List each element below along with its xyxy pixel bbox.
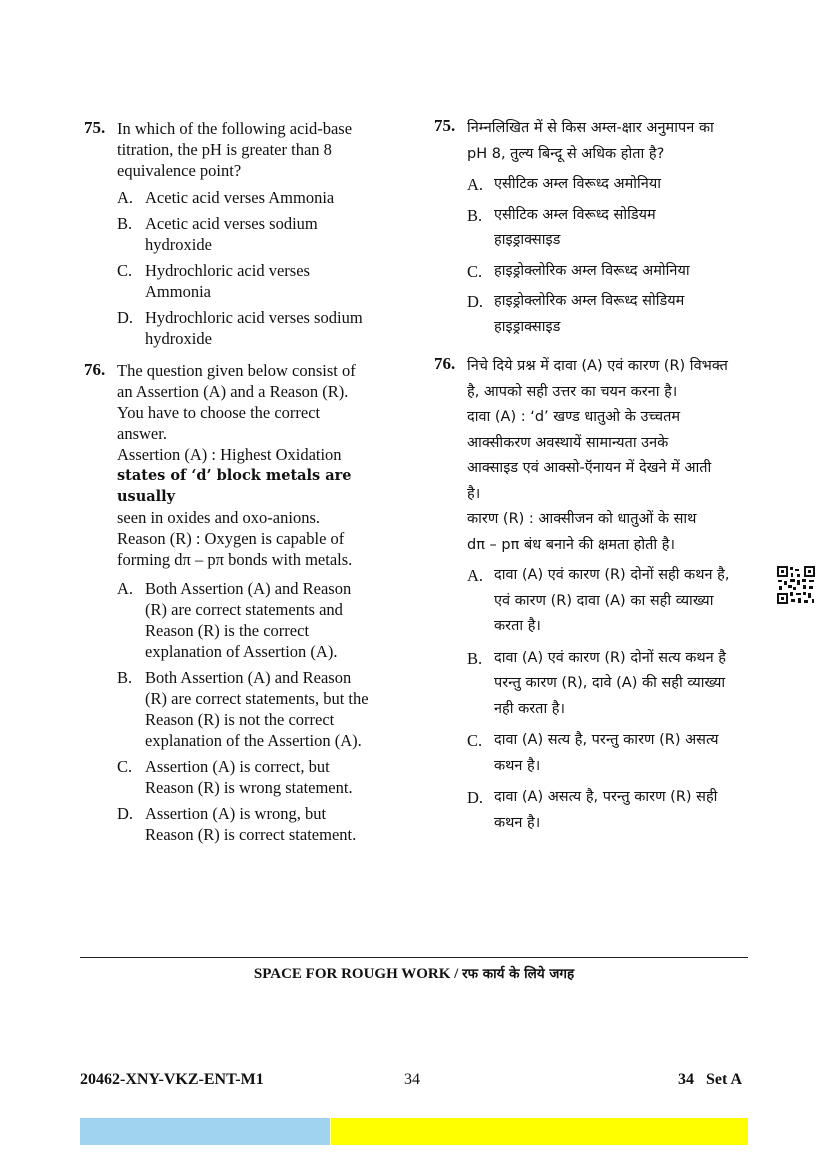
question-text xyxy=(117,360,404,570)
option-line: Both Assertion (A) and Reason xyxy=(145,668,352,687)
option-line: Assertion (A) is correct, but xyxy=(145,757,330,776)
text-line: Assertion (A) : Highest Oxidation xyxy=(117,445,342,464)
option-line: (R) are correct statements, but the xyxy=(145,689,369,708)
option-letter: D. xyxy=(467,788,484,807)
question-text xyxy=(467,354,764,558)
option-line: Acetic acid verses Ammonia xyxy=(145,188,335,207)
option-letter: C. xyxy=(467,731,483,750)
option-letter: A. xyxy=(117,579,134,598)
option-line: कथन है। xyxy=(494,814,541,831)
question-number: 76. xyxy=(84,360,106,379)
rough-work-english: SPACE FOR ROUGH WORK / xyxy=(253,966,459,982)
option-d[interactable] xyxy=(117,307,404,349)
option-line: Hydrochloric acid verses xyxy=(145,261,310,280)
option-line: दावा (A) एवं कारण (R) दोनों सत्य कथन है xyxy=(494,649,726,666)
option-a[interactable] xyxy=(117,578,404,662)
option-line: एवं कारण (R) दावा (A) का सही व्याख्या xyxy=(494,592,714,609)
question-text xyxy=(467,116,764,167)
option-line: हाइड्रोक्लोरिक अम्ल विरूध्द अमोनिया xyxy=(494,262,690,279)
option-d[interactable] xyxy=(467,785,764,836)
option-line: कथन है। xyxy=(494,757,541,774)
option-c[interactable] xyxy=(467,259,764,285)
text-line: निचे दिये प्रश्न में दावा (A) एवं कारण (R) विभक्त xyxy=(467,358,728,374)
option-letter: A. xyxy=(467,566,484,585)
option-line: explanation of Assertion (A). xyxy=(145,642,338,661)
text-line: दावा (A) : ‘d’ खण्ड धातुओ के उच्चतम xyxy=(467,409,681,425)
text-line: an Assertion (A) and a Reason (R). xyxy=(117,382,349,401)
option-line: Reason (R) is the correct xyxy=(145,621,310,640)
option-line: explanation of the Assertion (A). xyxy=(145,731,362,750)
text-line: forming dπ – pπ bonds with metals. xyxy=(117,550,353,569)
color-bar-right xyxy=(331,1118,748,1145)
option-b[interactable] xyxy=(467,203,764,254)
option-letter: B. xyxy=(467,205,483,225)
question-75-en xyxy=(84,118,404,349)
text-line: In which of the following acid-base xyxy=(117,119,353,138)
color-bar-left xyxy=(80,1118,330,1145)
english-column xyxy=(84,118,404,845)
option-line: दावा (A) एवं कारण (R) दोनों सही कथन है, xyxy=(494,567,730,583)
page-number-right: 34 xyxy=(678,1071,694,1088)
text-line: आक्साइड एवं आक्सो-ऍनायन में देखने में आती xyxy=(467,460,712,476)
question-number: 76. xyxy=(434,354,456,373)
hindi-column xyxy=(434,116,764,836)
option-line: Acetic acid verses sodium xyxy=(145,214,318,233)
text-line: Reason (R) : Oxygen is capable of xyxy=(117,529,345,548)
option-line: हाइड्रोक्लोरिक अम्ल विरूध्द सोडियम xyxy=(494,293,685,309)
option-c[interactable] xyxy=(117,756,404,798)
option-line: करता है। xyxy=(494,618,541,634)
option-letter: B. xyxy=(117,214,133,233)
option-line: Both Assertion (A) and Reason xyxy=(145,579,352,598)
option-letter: A. xyxy=(117,188,134,207)
option-b[interactable] xyxy=(117,667,404,751)
rough-work-divider xyxy=(80,957,748,958)
option-letter: D. xyxy=(467,292,484,311)
option-c[interactable] xyxy=(117,260,404,302)
option-letter: A. xyxy=(467,175,484,194)
question-number: 75. xyxy=(434,116,456,135)
option-line: परन्तु कारण (R), दावे (A) की सही व्याख्या xyxy=(494,675,726,691)
option-line: Reason (R) is not the correct xyxy=(145,710,335,729)
option-letter: B. xyxy=(117,668,133,687)
text-line: कारण (R) : आक्सीजन को धातुओं के साथ xyxy=(467,511,697,527)
text-line: titration, the pH is greater than 8 xyxy=(117,140,332,159)
option-letter: C. xyxy=(117,757,133,776)
option-line: दावा (A) असत्य है, परन्तु कारण (R) सही xyxy=(494,789,718,805)
option-a[interactable] xyxy=(467,172,764,198)
qr-code-icon xyxy=(776,565,816,605)
text-line: निम्नलिखित में से किस अम्ल-क्षार अनुमापन का xyxy=(467,120,714,136)
option-d[interactable] xyxy=(467,289,764,340)
option-line: Assertion (A) is wrong, but xyxy=(145,804,327,823)
option-line: Ammonia xyxy=(145,282,211,301)
option-line: Hydrochloric acid verses sodium xyxy=(145,308,363,327)
option-a[interactable] xyxy=(117,187,404,208)
text-line: seen in oxides and oxo-anions. xyxy=(117,508,321,527)
text-line: आक्सीकरण अवस्थायें सामान्यता उनके xyxy=(467,434,669,451)
option-line: हाइड्राक्साइड xyxy=(494,318,561,335)
option-letter: B. xyxy=(467,648,483,668)
question-76-en xyxy=(84,360,404,845)
option-letter: C. xyxy=(467,261,483,281)
option-line: Reason (R) is correct statement. xyxy=(145,825,357,844)
question-text xyxy=(117,118,404,181)
option-line: (R) are correct statements and xyxy=(145,600,343,619)
option-line: दावा (A) सत्य है, परन्तु कारण (R) असत्य xyxy=(494,732,719,748)
text-line: pH 8, तुल्य बिन्दू से अधिक होता है? xyxy=(467,145,665,162)
option-line: नही करता है। xyxy=(494,700,566,717)
text-line: equivalence point? xyxy=(117,161,242,180)
text-line: states of ‘d’ block metals are usually xyxy=(117,467,352,505)
option-letter: D. xyxy=(117,308,134,327)
text-line: You have to choose the correct xyxy=(117,403,321,422)
option-d[interactable] xyxy=(117,803,404,845)
option-line: एसीटिक अम्ल विरूध्द सोडियम xyxy=(494,206,656,223)
option-c[interactable] xyxy=(467,728,764,779)
option-b[interactable] xyxy=(467,646,764,723)
option-line: एसीटिक अम्ल विरूध्द अमोनिया xyxy=(494,176,662,192)
question-76-hi xyxy=(434,354,764,836)
page-set-label xyxy=(678,1071,742,1089)
option-b[interactable] xyxy=(117,213,404,255)
text-line: dπ – pπ बंध बनाने की क्षमता होती है। xyxy=(467,536,675,553)
option-line: हाइड्राक्साइड xyxy=(494,232,561,248)
option-letter: C. xyxy=(117,261,133,280)
option-a[interactable] xyxy=(467,563,764,640)
page-number-center: 34 xyxy=(404,1071,420,1088)
text-line: answer. xyxy=(117,424,167,443)
rough-work-hindi: रफ कार्य के लिये जगह xyxy=(462,966,575,982)
set-label: Set A xyxy=(706,1071,742,1088)
question-75-hi xyxy=(434,116,764,340)
text-line: The question given below consist of xyxy=(117,361,356,380)
paper-code: 20462-XNY-VKZ-ENT-M1 xyxy=(80,1071,264,1088)
rough-work-label xyxy=(80,964,748,983)
text-line: है। xyxy=(467,485,481,502)
option-line: Reason (R) is wrong statement. xyxy=(145,778,353,797)
option-line: hydroxide xyxy=(145,235,212,254)
text-line: है, आपको सही उत्तर का चयन करना है। xyxy=(467,383,678,400)
option-letter: D. xyxy=(117,804,134,823)
option-line: hydroxide xyxy=(145,329,212,348)
question-number: 75. xyxy=(84,118,106,137)
